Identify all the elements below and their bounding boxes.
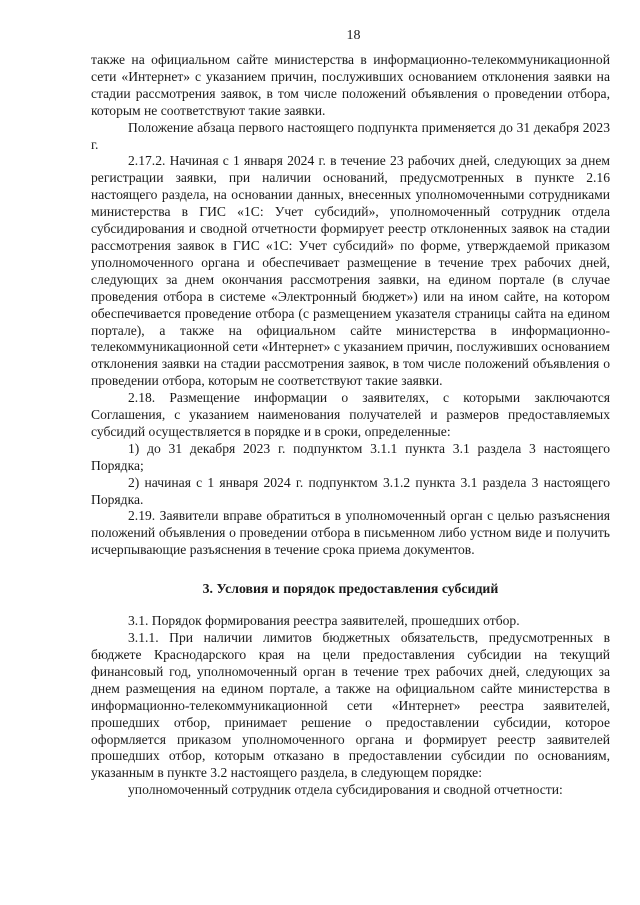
paragraph: 3.1.1. При наличии лимитов бюджетных обязательств, предусмотренных в бюджете Краснодарского края на цели предоставления субсидии на текущий финансовый год, уполномоченный орган в течение трех рабочих дней, следующих за днем размещения на едином портале, а также на официальном сайте министерства в информационно-телекоммуникационной сети «Интернет» реестра заявителей, прошедших отбор, принимает решение о предоставлении субсидии, которое оформляется приказом уполномоченного органа и формирует реестр заявителей прошедших отбор, которым отказано в предоставлении субсидии по основаниям, указанным в пункте 3.2 настоящего раздела, в следующем порядке: (91, 630, 610, 781)
paragraph: 2.17.2. Начиная с 1 января 2024 г. в течение 23 рабочих дней, следующих за днем регистрации заявки, при наличии оснований, предусмотренных в пункте 2.16 настоящего раздела, на основании данных, внесенных уполномоченными сотрудниками министерства в ГИС «1С: Учет субсидий», уполномоченный сотрудник отдела субсидирования и сводной отчетности формирует реестр отклоненных заявок на стадии рассмотрения заявок в ГИС «1С: Учет субсидий» по форме, утверждаемой приказом уполномоченного органа и обеспечивает размещение в течение трех рабочих дней, следующих за днем окончания рассмотрения заявки, на едином портале (в случае проведения отбора в системе «Электронный бюджет») или на ином сайте, на котором обеспечивается проведение отбора (с размещением указателя страницы сайта на едином портале), а также на официальном сайте министерства в информационно-телекоммуникационной сети «Интернет» с указанием причин, послуживших основанием отклонения заявки на стадии рассмотрения заявок, в том числе положений объявления о проведении отбора, которым не соответствуют такие заявки. (91, 153, 610, 389)
paragraph: также на официальном сайте министерства в информационно-телекоммуникационной сети «Интернет» с указанием причин, послуживших основанием отклонения заявки на стадии рассмотрения заявок, в том числе положений объявления о проведении отбора, которым не соответствуют такие заявки. (91, 52, 610, 118)
paragraph: Положение абзаца первого настоящего подпункта применяется до 31 декабря 2023 г. (91, 119, 610, 152)
paragraph: 2.19. Заявители вправе обратиться в уполномоченный орган с целью разъяснения положений объявления о проведении отбора в письменном либо устном виде и получить исчерпывающие разъяснения в течение срока приема документов. (91, 508, 610, 558)
page-number: 18 (346, 28, 361, 43)
body-text-bottom (91, 613, 610, 799)
section-heading: 3. Условия и порядок предоставления субсидий (202, 581, 499, 597)
paragraph: 1) до 31 декабря 2023 г. подпунктом 3.1.1 пункта 3.1 раздела 3 настоящего Порядка; (91, 440, 610, 473)
paragraph: 2.18. Размещение информации о заявителях, с которыми заключаются Соглашения, с указанием наименования получателей и размеров предоставляемых субсидий осуществляется в порядке и в сроки, определенные: (91, 390, 610, 439)
paragraph: 3.1. Порядок формирования реестра заявителей, прошедших отбор. (128, 613, 520, 629)
paragraph: 2) начиная с 1 января 2024 г. подпунктом 3.1.2 пункта 3.1 раздела 3 настоящего Порядка. (91, 474, 610, 507)
body-text-top (91, 52, 610, 559)
paragraph: уполномоченный сотрудник отдела субсидирования и сводной отчетности: (128, 782, 563, 798)
